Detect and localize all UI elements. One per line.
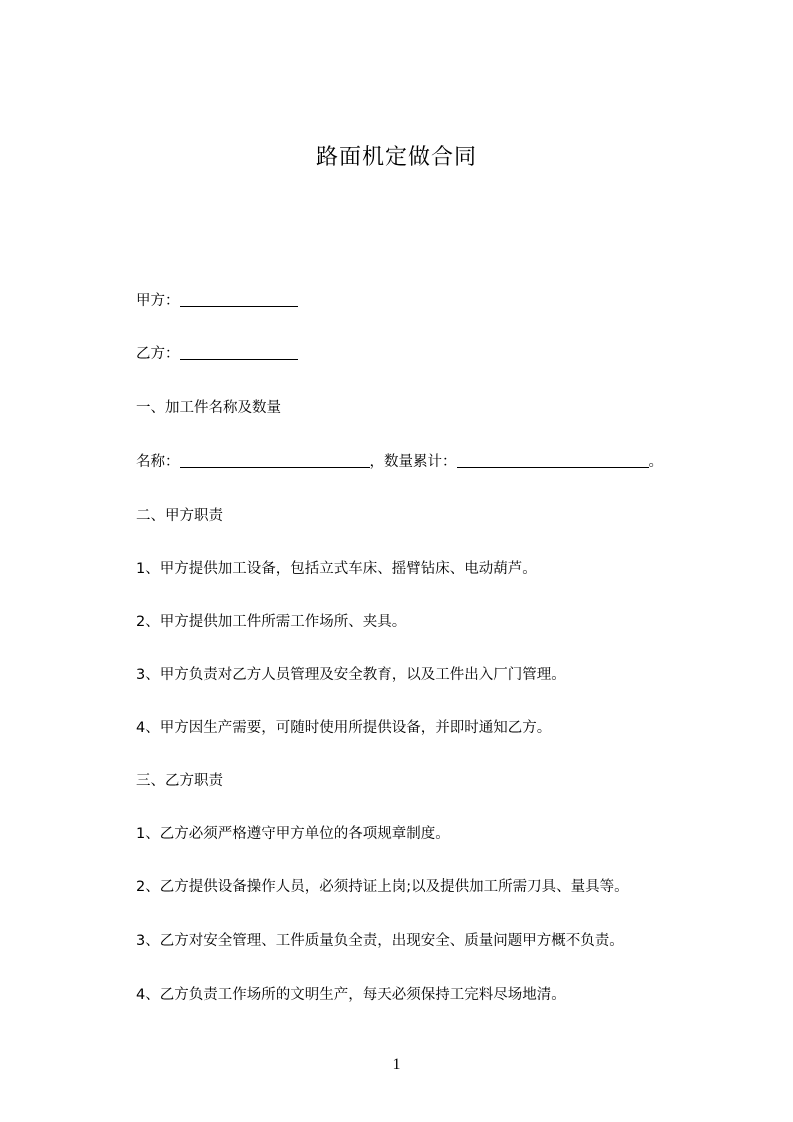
page-number: 1 xyxy=(392,1056,401,1073)
section2-item: 2、甲方提供加工件所需工作场所、夹具。 xyxy=(136,614,407,630)
section3-item: 1、乙方必须严格遵守甲方单位的各项规章制度。 xyxy=(136,826,450,842)
party-b-line xyxy=(136,344,298,364)
section2-item: 4、甲方因生产需要，可随时使用所提供设备，并即时通知乙方。 xyxy=(136,720,552,736)
section3-item: 3、乙方对安全管理、工件质量负全责，出现安全、质量问题甲方概不负责。 xyxy=(136,933,624,949)
document-title: 路面机定做合同 xyxy=(315,145,477,170)
name-quantity-line xyxy=(136,452,663,472)
quantity-blank xyxy=(457,453,649,468)
name-blank xyxy=(180,453,370,468)
party-b-blank xyxy=(180,345,298,360)
section2-item: 3、甲方负责对乙方人员管理及安全教育，以及工件出入厂门管理。 xyxy=(136,667,566,683)
party-b-label: 乙方： xyxy=(136,346,180,362)
section2-item: 1、甲方提供加工设备，包括立式车床、摇臂钻床、电动葫芦。 xyxy=(136,561,537,577)
name-label: 名称： xyxy=(136,454,180,470)
section2-heading: 二、甲方职责 xyxy=(136,508,223,524)
section3-item: 4、乙方负责工作场所的文明生产，每天必须保持工完料尽场地清。 xyxy=(136,987,566,1003)
section1-heading: 一、加工件名称及数量 xyxy=(136,400,281,416)
section3-item: 2、乙方提供设备操作人员，必须持证上岗;以及提供加工所需刀具、量具等。 xyxy=(136,879,629,895)
party-a-line xyxy=(136,291,298,311)
party-a-label: 甲方： xyxy=(136,293,180,309)
party-a-blank xyxy=(180,292,298,307)
quantity-label: ，数量累计： xyxy=(369,454,457,470)
end-mark: 。 xyxy=(648,454,663,470)
section3-heading: 三、乙方职责 xyxy=(136,773,223,789)
